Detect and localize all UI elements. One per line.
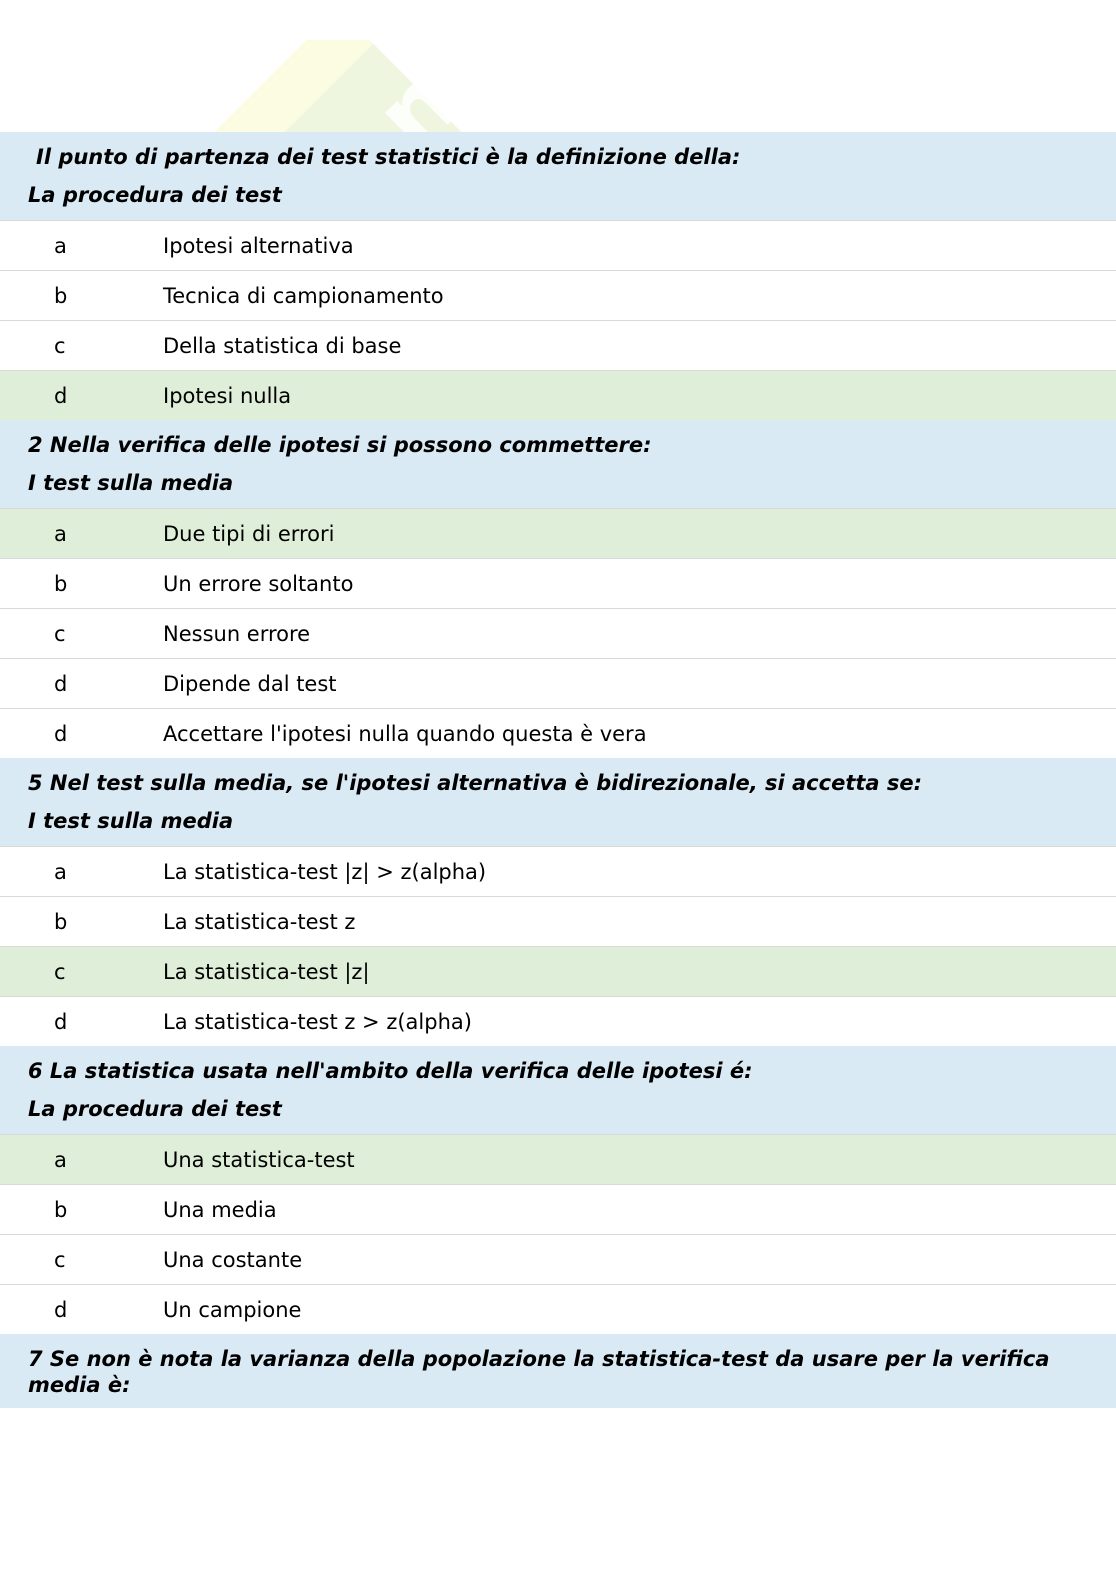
option-letter: a [54,234,67,258]
option-letter: c [54,622,66,646]
option-text: Una costante [163,1248,303,1272]
option-letter: d [54,384,68,408]
option-text: La statistica-test z > z(alpha) [163,1010,472,1034]
option-letter: b [54,1198,68,1222]
option-letter: a [54,1148,67,1172]
question-text-line2: media è: [28,1373,131,1397]
question-text: 2 Nella verifica delle ipotesi si possono commettere: [28,433,652,457]
option-letter: c [54,960,66,984]
question-header [0,1334,1116,1408]
answer-option-correct [0,946,1116,996]
answer-option [0,558,1116,608]
answer-option-correct [0,508,1116,558]
question-topic: La procedura dei test [28,183,282,207]
answer-option [0,996,1116,1046]
option-text: La statistica-test |z| > z(alpha) [163,860,487,884]
quiz-list [0,132,1116,1408]
answer-option [0,1234,1116,1284]
question-text [28,1334,1116,1408]
question-header [0,1046,1116,1134]
option-text: La statistica-test |z| [163,960,370,984]
question-text-line1: 7 Se non è nota la varianza della popolazione la statistica-test da usare per la verifica [28,1347,1050,1371]
option-text: Tecnica di campionamento [163,284,444,308]
option-letter: d [54,722,68,746]
question-topic: I test sulla media [28,809,234,833]
answer-option [0,1284,1116,1334]
option-text: Dipende dal test [163,672,337,696]
answer-option-correct [0,370,1116,420]
option-letter: d [54,1298,68,1322]
answer-option [0,608,1116,658]
option-letter: b [54,572,68,596]
option-letter: c [54,1248,66,1272]
answer-option [0,896,1116,946]
answer-option [0,658,1116,708]
question-topic: La procedura dei test [28,1097,282,1121]
answer-option [0,846,1116,896]
answer-option-correct [0,1134,1116,1184]
option-text: Ipotesi alternativa [163,234,354,258]
option-text: Due tipi di errori [163,522,335,546]
answer-option [0,320,1116,370]
option-letter: b [54,284,68,308]
option-text: Un campione [163,1298,302,1322]
option-letter: b [54,910,68,934]
option-text: Accettare l'ipotesi nulla quando questa è vera [163,722,647,746]
option-text: Della statistica di base [163,334,402,358]
question-text: Il punto di partenza dei test statistici è la definizione della: [36,145,741,169]
option-text: La statistica-test z [163,910,356,934]
option-letter: a [54,860,67,884]
answer-option [0,220,1116,270]
option-text: Una media [163,1198,277,1222]
option-text: Una statistica-test [163,1148,355,1172]
question-header [0,758,1116,846]
option-text: Un errore soltanto [163,572,354,596]
question-header [0,420,1116,508]
answer-option [0,1184,1116,1234]
answer-option [0,708,1116,758]
option-letter: d [54,672,68,696]
question-text: 5 Nel test sulla media, se l'ipotesi alternativa è bidirezionale, si accetta se: [28,771,923,795]
option-letter: d [54,1010,68,1034]
option-text: Ipotesi nulla [163,384,292,408]
option-letter: a [54,522,67,546]
option-letter: c [54,334,66,358]
question-header [0,132,1116,220]
option-text: Nessun errore [163,622,311,646]
question-topic: I test sulla media [28,471,234,495]
answer-option [0,270,1116,320]
question-text: 6 La statistica usata nell'ambito della verifica delle ipotesi é: [28,1059,753,1083]
